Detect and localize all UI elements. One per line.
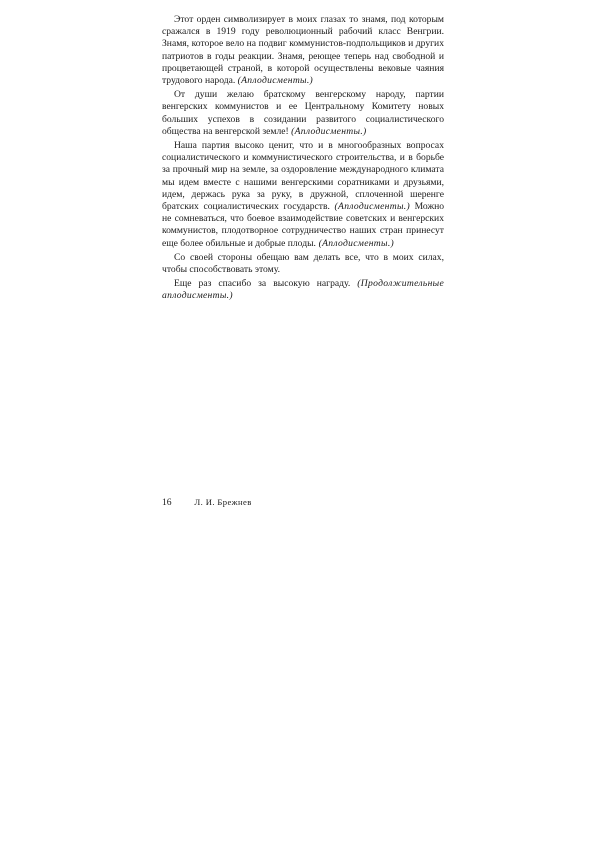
paragraph-text: Со своей стороны обещаю вам делать все, что в моих силах, чтобы способствовать этому. <box>162 251 444 276</box>
paragraph-text: Еще раз спасибо за высокую награду. <box>174 278 358 290</box>
paragraph-text: Наша партия высоко ценит, что и в многообразных вопросах социалистического и коммунистического строительства, и в борьбе за прочный мир на земле, за оздоровление международного климата мы идем вместе с нашими венгерскими соратниками и друзьями, идем, держась рука за руку, в дружной, сплоченной шеренге братских социалистических государств. <box>162 140 444 213</box>
paragraph-text-continued: Можно не сомневаться, что боевое взаимодействие советских и венгерских коммунистов, плодотворное сотрудничество наших стран принесут еще более обильные и добрые плоды. <box>162 201 445 249</box>
paragraph-4 <box>162 252 444 276</box>
paragraph-text: Этот орден символизирует в моих глазах то знамя, под которым сражался в 1919 году революционный рабочий класс Венгрии. Знамя, которое вело на подвиг коммунистов-подпольщиков и других патриотов в годы реакции. Знамя, реющее теперь над свободной и процветающей страной, в которой осуществлены вековые чаяния трудового народа. <box>162 14 444 87</box>
applause-remark: (Аплодисменты.) <box>334 201 410 213</box>
page-footer <box>162 496 444 509</box>
paragraph-text: От души желаю братскому венгерскому народу, партии венгерских коммунистов и ее Центральному Комитету новых больших успехов в созидании развитого социалистического общества на венгерской земле! <box>162 89 444 137</box>
running-head: Л. И. Брежнев <box>194 497 252 507</box>
applause-remark: (Аплодисменты.) <box>291 125 367 137</box>
paragraph-5 <box>162 278 444 302</box>
applause-remark: (Аплодисменты.) <box>315 237 395 249</box>
article-body <box>162 14 444 305</box>
paragraph-1 <box>162 14 444 87</box>
applause-remark: (Продолжительные аплодисменты.) <box>162 278 444 302</box>
applause-remark: (Аплодисменты.) <box>237 75 314 87</box>
paragraph-2 <box>162 89 444 138</box>
paragraph-3 <box>162 140 444 250</box>
page-number: 16 <box>162 497 172 508</box>
